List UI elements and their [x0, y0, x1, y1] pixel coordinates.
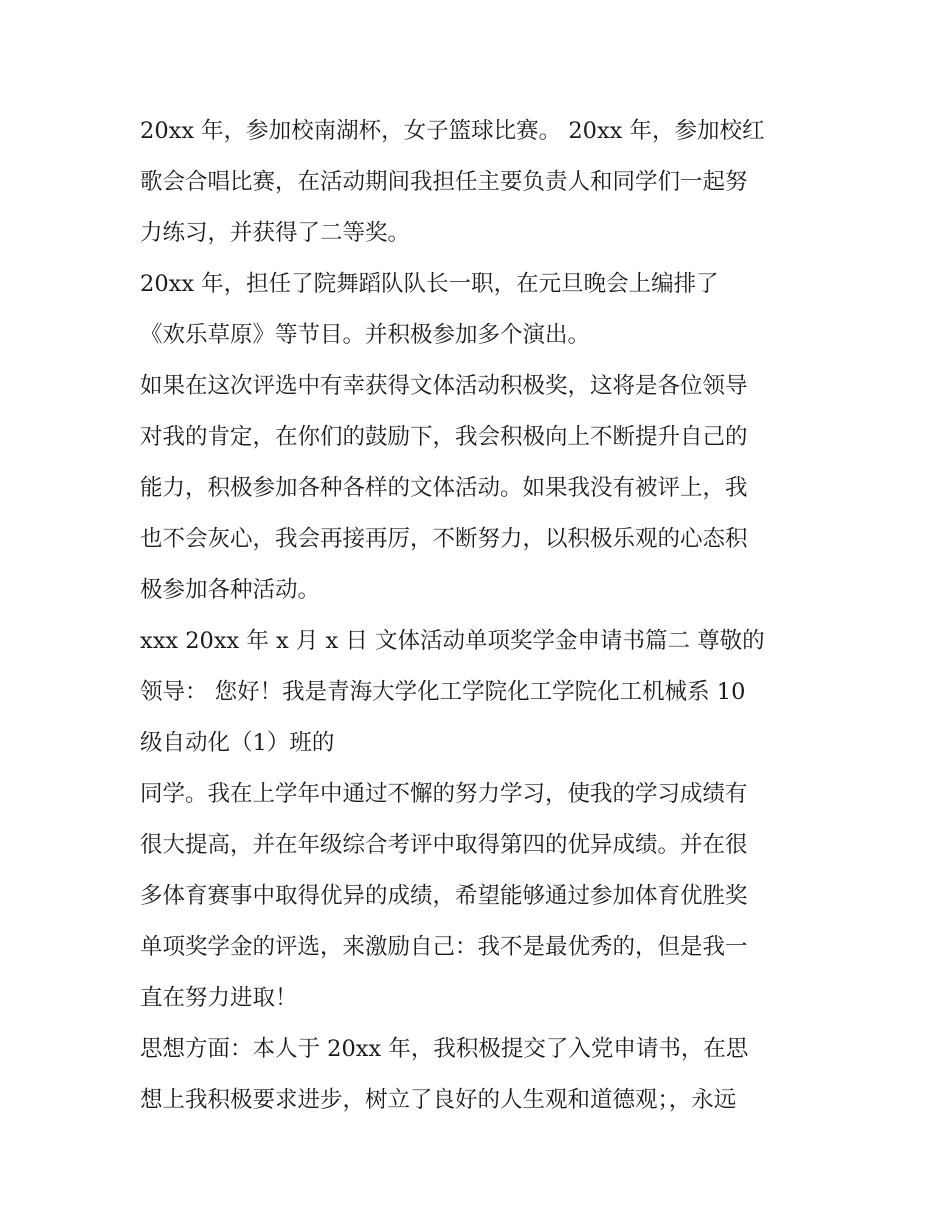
text-line: 思想方面：本人于 20xx 年，我积极提交了入党申请书，在思	[140, 1036, 749, 1062]
text-line: 同学。我在上学年中通过不懈的努力学习，使我的学习成绩有	[140, 781, 748, 807]
text-line: 多体育赛事中取得优异的成绩，希望能够通过参加体育优胜奖	[140, 883, 748, 909]
text-line: 直在努力进取！	[140, 985, 298, 1011]
text-line: 级自动化（1）班的	[140, 730, 335, 756]
text-line: xxx 20xx 年 x 月 x 日 文体活动单项奖学金申请书篇二 尊敬的	[140, 628, 765, 654]
document-body	[140, 106, 820, 1126]
text-line: 想上我积极要求进步，树立了良好的人生观和道德观；，永远	[140, 1087, 737, 1113]
text-line: 极参加各种活动。	[140, 577, 321, 603]
text-line: 《欢乐草原》等节目。并积极参加多个演出。	[140, 322, 591, 348]
text-line: 也不会灰心，我会再接再厉，不断努力，以积极乐观的心态积	[140, 526, 748, 552]
text-line: 单项奖学金的评选，来激励自己：我不是最优秀的，但是我一	[140, 934, 748, 960]
text-line: 力练习，并获得了二等奖。	[140, 220, 411, 246]
text-line: 很大提高，并在年级综合考评中取得第四的优异成绩。并在很	[140, 832, 748, 858]
text-line: 如果在这次评选中有幸获得文体活动积极奖，这将是各位领导	[140, 373, 748, 399]
text-line: 能力，积极参加各种各样的文体活动。如果我没有被评上，我	[140, 475, 748, 501]
text-line: 歌会合唱比赛，在活动期间我担任主要负责人和同学们一起努	[140, 169, 748, 195]
text-line: 对我的肯定，在你们的鼓励下，我会积极向上不断提升自己的	[140, 424, 748, 450]
text-line: 20xx 年，参加校南湖杯，女子篮球比赛。 20xx 年，参加校红	[140, 118, 765, 144]
text-line: 20xx 年，担任了院舞蹈队队长一职，在元旦晚会上编排了	[140, 271, 719, 297]
text-line: 领导： 您好！我是青海大学化工学院化工学院化工机械系 10	[140, 679, 746, 705]
